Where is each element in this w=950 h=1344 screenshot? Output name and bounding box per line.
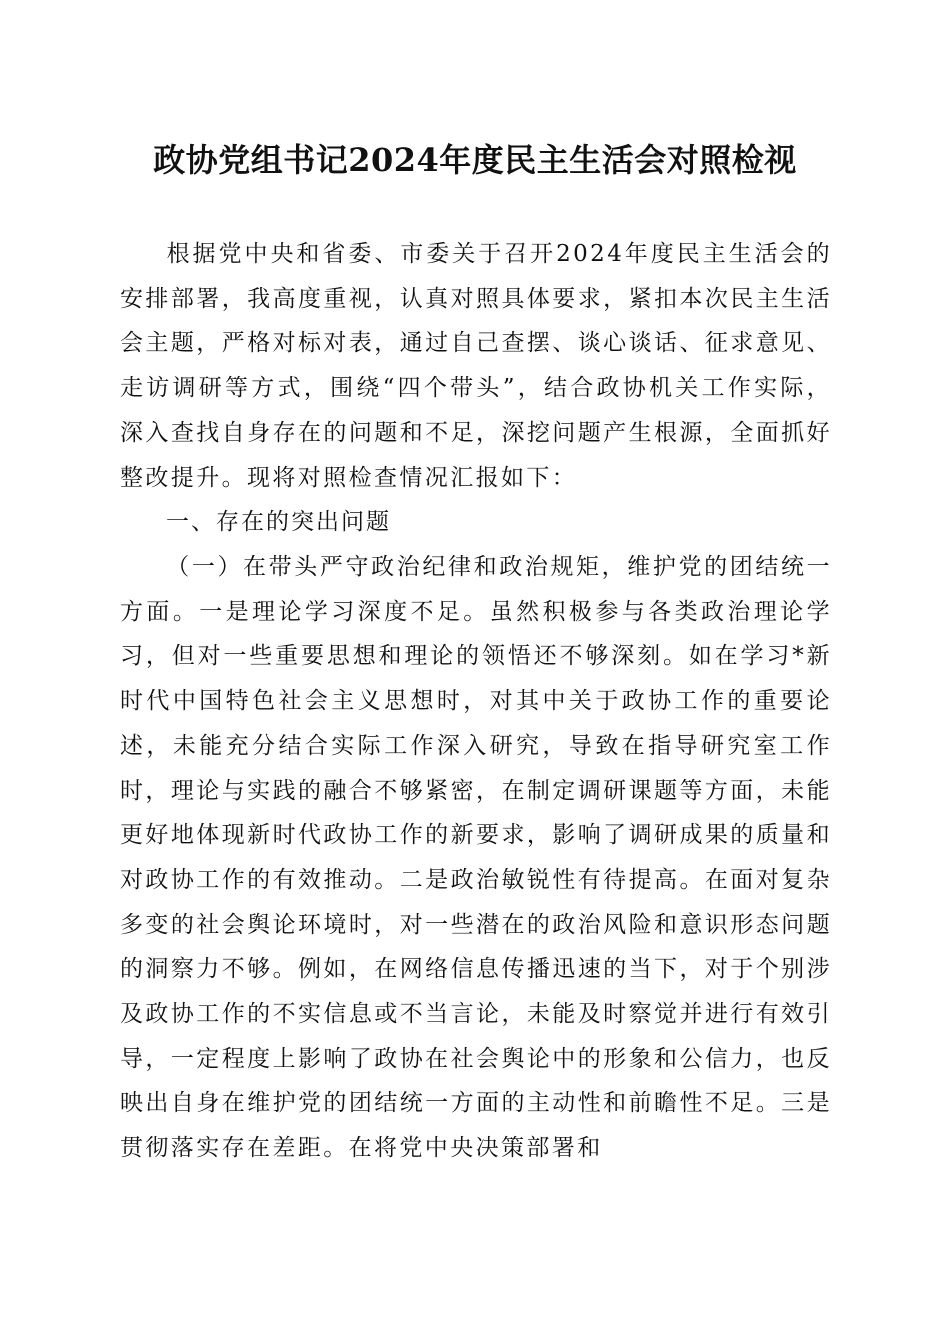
section-heading: 一、存在的突出问题 — [166, 509, 391, 535]
subsection-paragraph — [120, 545, 832, 1171]
document-title: 政协党组书记2024年度民主生活会对照检视 — [153, 141, 797, 179]
intro-paragraph-text: 根据党中央和省委、市委关于召开2024年度民主生活会的安排部署，我高度重视，认真对照具体要求，紧扣本次民主生活会主题，严格对标对表，通过自己查摆、谈心谈话、征求意见、走访调研等方式，围绕“四个带头”，结合政协机关工作实际，深入查找自身存在的问题和不足，深挖问题产生根源，全面抓好整改提升。现将对照检查情况汇报如下： — [120, 241, 832, 491]
intro-paragraph — [120, 232, 832, 500]
subsection-body-text: 一是理论学习深度不足。虽然积极参与各类政治理论学习，但对一些重要思想和理论的领悟还不够深刻。如在学习*新时代中国特色社会主义思想时，对其中关于政协工作的重要论述，未能充分结合实际工作深入研究，导致在指导研究室工作时，理论与实践的融合不够紧密，在制定调研课题等方面，未能更好地体现新时代政协工作的新要求，影响了调研成果的质量和对政协工作的有效推动。二是政治敏锐性有待提高。在面对复杂多变的社会舆论环境时，对一些潜在的政治风险和意识形态问题的洞察力不够。例如，在网络信息传播迅速的当下，对于个别涉及政协工作的不实信息或不当言论，未能及时察觉并进行有效引导，一定程度上影响了政协在社会舆论中的形象和公信力，也反映出自身在维护党的团结统一方面的主动性和前瞻性不足。三是贯彻落实存在差距。在将党中央决策部署和 — [120, 598, 833, 1162]
subsection-heading: （一）在带头严守政治纪律和政治规矩，维护党的团结统一方面。 — [120, 554, 832, 625]
